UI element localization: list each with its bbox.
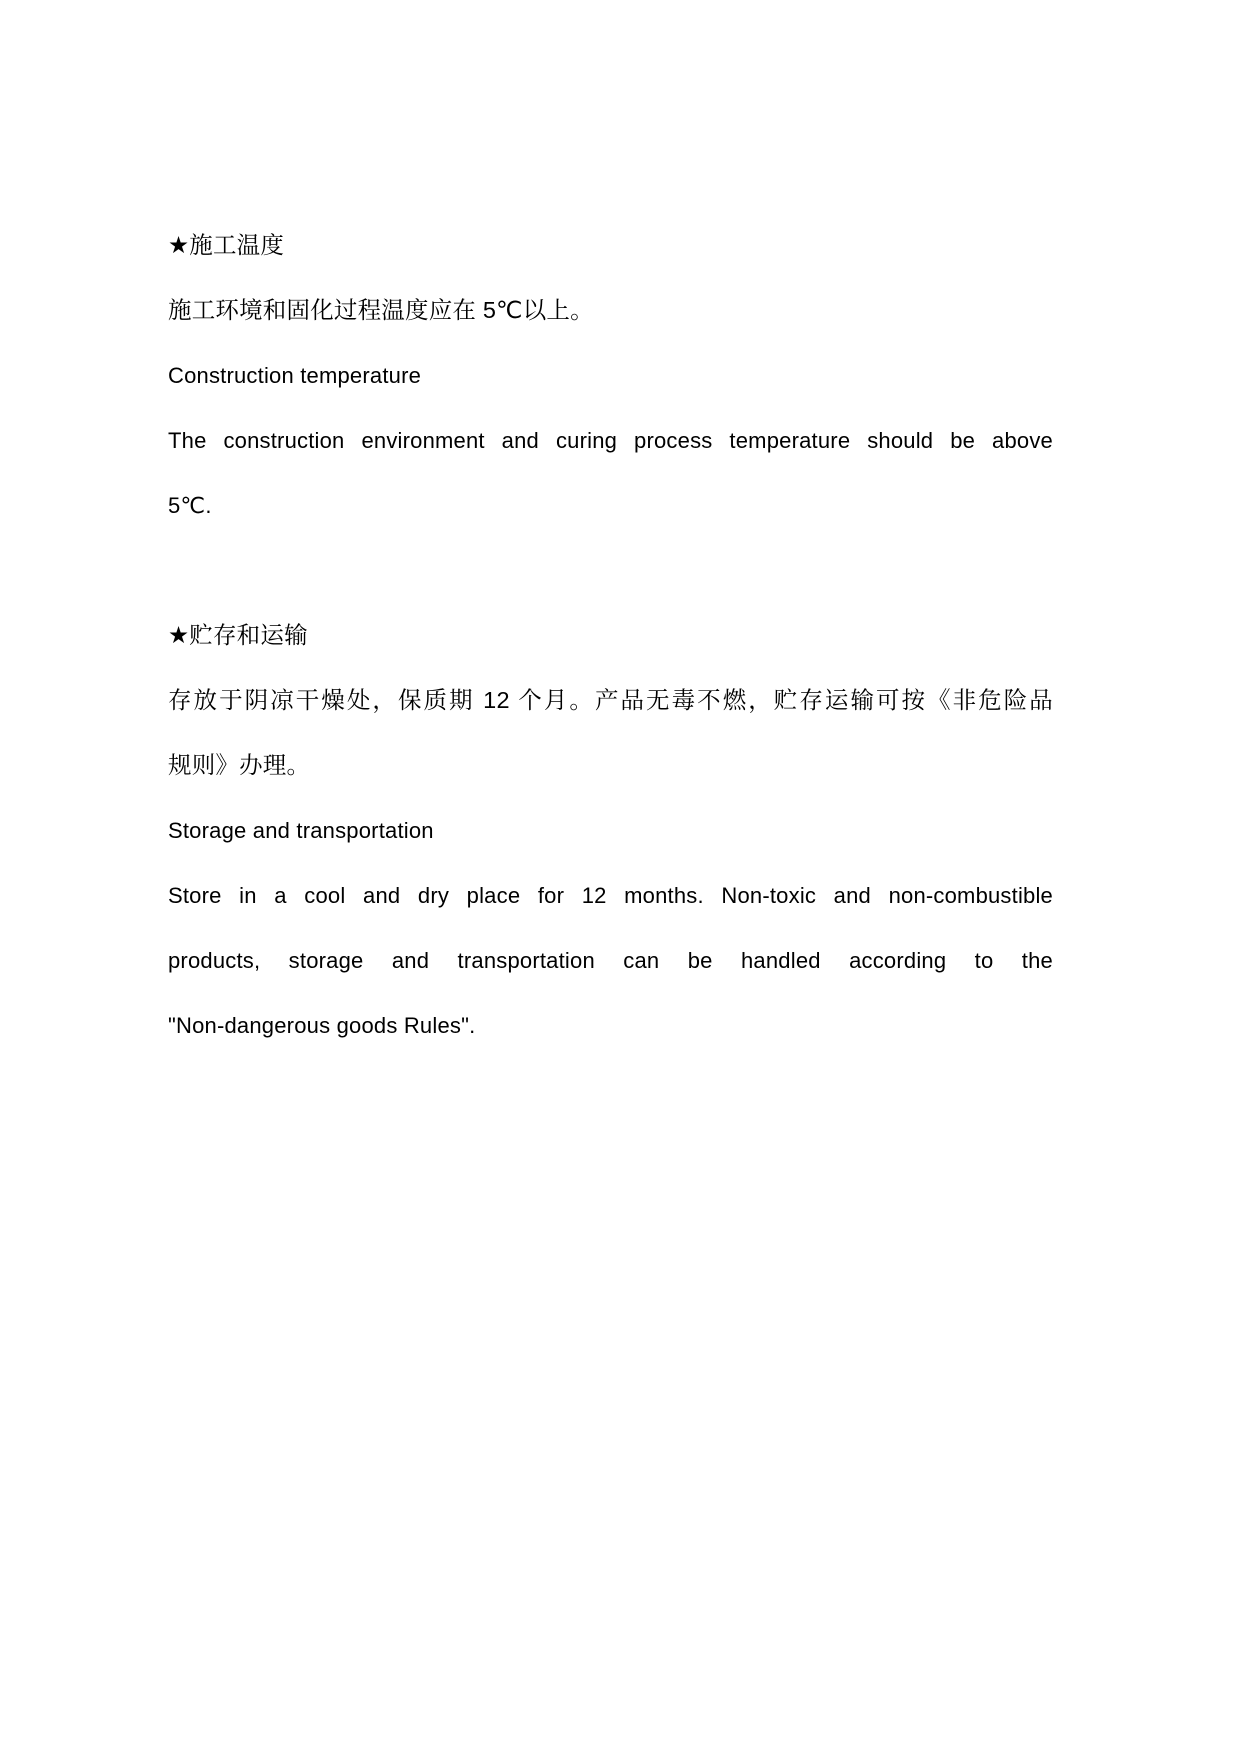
section2-body-en-line2: products, storage and transportation can be handled according to the [168, 948, 1053, 973]
section2-body-en-line3: "Non-dangerous goods Rules". [168, 1013, 476, 1038]
section2-body-zh-line2: 规则》办理。 [168, 752, 311, 778]
section1-heading-en: Construction temperature [168, 363, 422, 388]
section2-heading-en: Storage and transportation [168, 818, 434, 843]
document-content [168, 213, 1053, 1058]
section2-heading-zh: ★贮存和运输 [168, 622, 308, 648]
section2-body-en-line1: Store in a cool and dry place for 12 months. Non-toxic and non-combustible [168, 883, 1053, 908]
section2-body-zh-line1: 存放于阴凉干燥处，保质期 12 个月。产品无毒不燃，贮存运输可按《非危险品 [168, 687, 1053, 713]
section1-body-en-line1: The construction environment and curing process temperature should be above [168, 428, 1053, 453]
blank-line [168, 538, 1053, 603]
section1-body-en-line2: 5℃. [168, 493, 212, 518]
section1-heading-zh: ★施工温度 [168, 232, 285, 258]
section1-body-zh: 施工环境和固化过程温度应在 5℃以上。 [168, 297, 594, 323]
